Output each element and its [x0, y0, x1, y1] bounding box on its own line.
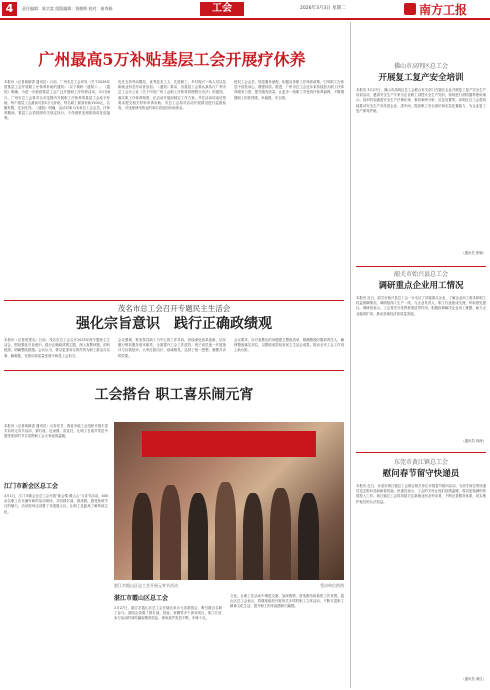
header-rule: [0, 18, 490, 20]
sidebar-item: [354, 456, 488, 688]
sidebar-org: 韶关市始兴县总工会: [393, 271, 448, 278]
lead-col-1: 本报讯（记者黄朝香 通讯员）日前，广州市总工会印发《关于2026年度基层工会开展职工疗休养补助的通知》（以下简称《通知》）。《通知》明确，为进一步鼓励基层工会广泛开展职工疗休养活动，3月至8月，广州市总工会将对全市范围内开展职工疗休养的基层工会给予补助，每个基层工会最高可获5万元补贴，每名职工最高补助1500元，名额有限，先到先得。《通知》明确，活动对象为本单位工会会员，疗休养期间，基层工会须按照有关规定执行，不得借机变相旅游或发放福利。: [4, 80, 110, 121]
mid-col-1: 本报讯（记者曾建友）日前，茂名市总工会召开2025年度专题民主生活会，围绕强化宗旨意识、践行正确政绩观主题，深入查摆问题，剖析根源，明确整改措施。会议认为，要以更加务实的作风为职工群众办实事、解难题，在推动高质量发展中彰显工会担当。: [4, 338, 110, 358]
sidebar-separator: [356, 452, 486, 453]
photo-banner: [142, 431, 317, 456]
photo-person: [243, 493, 264, 580]
brand-name: 南方工报: [419, 2, 468, 17]
sidebar-separator: [356, 266, 486, 267]
photo-person: [132, 493, 153, 580]
photo-caption: 湛江市霞山区总工会开展元宵节活动: [114, 583, 178, 588]
sidebar-item: [354, 22, 488, 262]
mid-col-3: 会议要求，针对查摆出的问题建立整改清单，明确整改时限和责任人，确保整改落实到位，以整改成效检验民主生活会成果，推动全市工会工作再上新台阶。: [234, 338, 344, 353]
photo-person: [188, 493, 209, 580]
mid-col-2: 会议强调，要坚持以职工为中心的工作导向，持续深化改革创新，切实履行维权服务基本职责，全面提升工会工作质效。班子成员逐一开展批评与自我批评，大家红脸出汗、坦诚相见，达到了统一思想、凝聚共识的效果。: [118, 338, 226, 358]
lead-headline: 广州最高5万补贴基层工会开展疗休养: [38, 50, 306, 69]
section-label: 工会: [200, 2, 244, 16]
lead-col-2: 优先支持劳动模范、优秀技术工人、先进职工、乡村振兴一线人员以及新就业形态劳动者参加。《通知》要求，各基层工会要认真执行广州市总工会办公室《关于印发广州工会职工疗休养管理暂行办法》的通知，落实职工疗休养制度，在活动开展前制定工作方案，并在活动结束后按要求提交相关材料申请补助。市总工会将对活动开展情况进行监督检查，对违规使用资金的单位将追回补助资金。: [118, 80, 226, 111]
lead-col-3: 授权工会会员，规范服务流程，积极宣传职工疗休养政策，引导职工在休息中放松身心、增强体质。据悉，广州市总工会近年来持续加大职工疗休养服务力度，提升服务质量，让更多一线职工享受到疗休养福利，不断增强职工的获得感、幸福感、安全感。: [234, 80, 344, 100]
bottom-col-2: 2月27日，湛江市霞山区总工会在辖区举办元宵游园会，吸引数百名职工参与。游园会设置了猜灯谜、投壶、套圈等多个游戏项目，职工们在参与活动的同时赢取精美奖品，现场欢声笑语不断，年味十足。: [114, 606, 222, 621]
event-photo: [114, 422, 344, 580]
bottom-headline: 工会搭台 职工喜乐闹元宵: [94, 387, 254, 403]
page-header: [0, 0, 490, 18]
lead-separator: [4, 300, 344, 301]
sidebar-title: 开展复工复产安全培训: [378, 73, 464, 83]
photo-credit: 受访单位供图: [320, 583, 344, 588]
sidebar-body: 本报讯 3月27日，佛山市高明区总工会联合有关部门在辖区企业开展复工复产安全生产培训活动，邀请安全生产专家为企业职工讲授安全生产知识，现场进行消防器材使用演示。培训内容涵盖安全生产法律法规、事故案例分析、应急处置等。高明区总工会将持续推动安全生产宣传进企业、进车间，提高职工安全意识和应急处置能力，为企业复工复产保驾护航。: [356, 88, 486, 113]
column-divider: [350, 22, 351, 688]
header-date: 2026年3月3日 星期二: [300, 6, 346, 11]
brand-logo: [404, 1, 488, 17]
sidebar-credit: （通讯员 黄红）: [461, 677, 486, 681]
photo-person: [215, 482, 236, 580]
sidebar-credit: （通讯员 林涛）: [461, 439, 486, 443]
sidebar-title: 慰问春节留守快递员: [382, 469, 460, 479]
bottom-sub-2: 湛江市霞山区总工会: [114, 595, 169, 602]
bottom-col-1: 3月1日，江门市新会区总工会开展“新会情 暖人心”元宵节活动。400余名职工在充满年味的活动现场，共同猜灯谜、做汤圆，感受传统节日的魅力。活动现场还设置了非遗展示区，让职工近距离了解传统文化。: [4, 494, 108, 514]
sidebar: [354, 22, 488, 688]
mid-separator: [4, 370, 344, 371]
sidebar-body: 本报讯 近日，东莞市黄江镇总工会联合相关单位开展春节慰问活动，为坚守岗位的快递员送去慰问品和新春祝福。快递员表示，工会的关怀让他们倍感温暖，将以更饱满的热情投入工作。黄江镇总工会将持续关注新就业形态劳动者，不断完善服务体系，切实维护他们的合法权益。: [356, 484, 486, 504]
page-number: 4: [2, 2, 17, 16]
sidebar-body: 本报讯 近日，韶关市始兴县总工会一行走访了县辖重点企业，了解企业用工需求和职工权益保障情况。调研组深入生产一线，与企业负责人、职工代表座谈交流，听取意见建议。调研组表示，工会将充分发挥桥梁纽带作用，积极协调解决企业用工难题，助力企业稳岗扩岗，推动县域经济高质量发展。: [356, 296, 486, 316]
lead-article: [0, 22, 348, 300]
sidebar-org: 佛山市高明区总工会: [393, 63, 448, 70]
sidebar-title: 调研重点企业用工情况: [378, 281, 464, 291]
bottom-sub-1: 江门市新会区总工会: [4, 483, 59, 490]
mid-article: [0, 302, 348, 368]
photo-person: [298, 493, 319, 580]
bottom-intro: 本报讯（记者黄朝香 通讯员）元宵佳节，我省多地工会组织开展丰富多彩的元宵节活动，猜灯谜、包汤圆、赏花灯，让职工在欢声笑语中感受浓浓的节日氛围和工会大家庭的温暖。: [4, 424, 108, 439]
sidebar-org: 东莞市黄江镇总工会: [393, 459, 448, 466]
photo-person: [160, 485, 181, 580]
brand-mark-icon: [404, 3, 416, 15]
sidebar-credit: （通讯员 张敏）: [461, 251, 486, 255]
mid-headline: 强化宗旨意识 践行正确政绩观: [76, 316, 272, 332]
bottom-col-3: 文化，让职工在活动中增进交流、加深感情，营造团结和谐的工作氛围。霞山区总工会表示，将继续组织开展形式多样的职工文体活动，不断丰富职工精神文化生活，提升职工的幸福感和归属感。: [230, 594, 344, 609]
header-meta: 责任编辑：陈宗富 组版编辑：钱朝辉 校对：曲秀娟: [22, 6, 113, 11]
photo-person: [270, 488, 291, 580]
mid-kicker: 茂名市总工会召开专题民主生活会: [117, 304, 231, 313]
sidebar-item: [354, 270, 488, 450]
bottom-article: [0, 372, 348, 690]
